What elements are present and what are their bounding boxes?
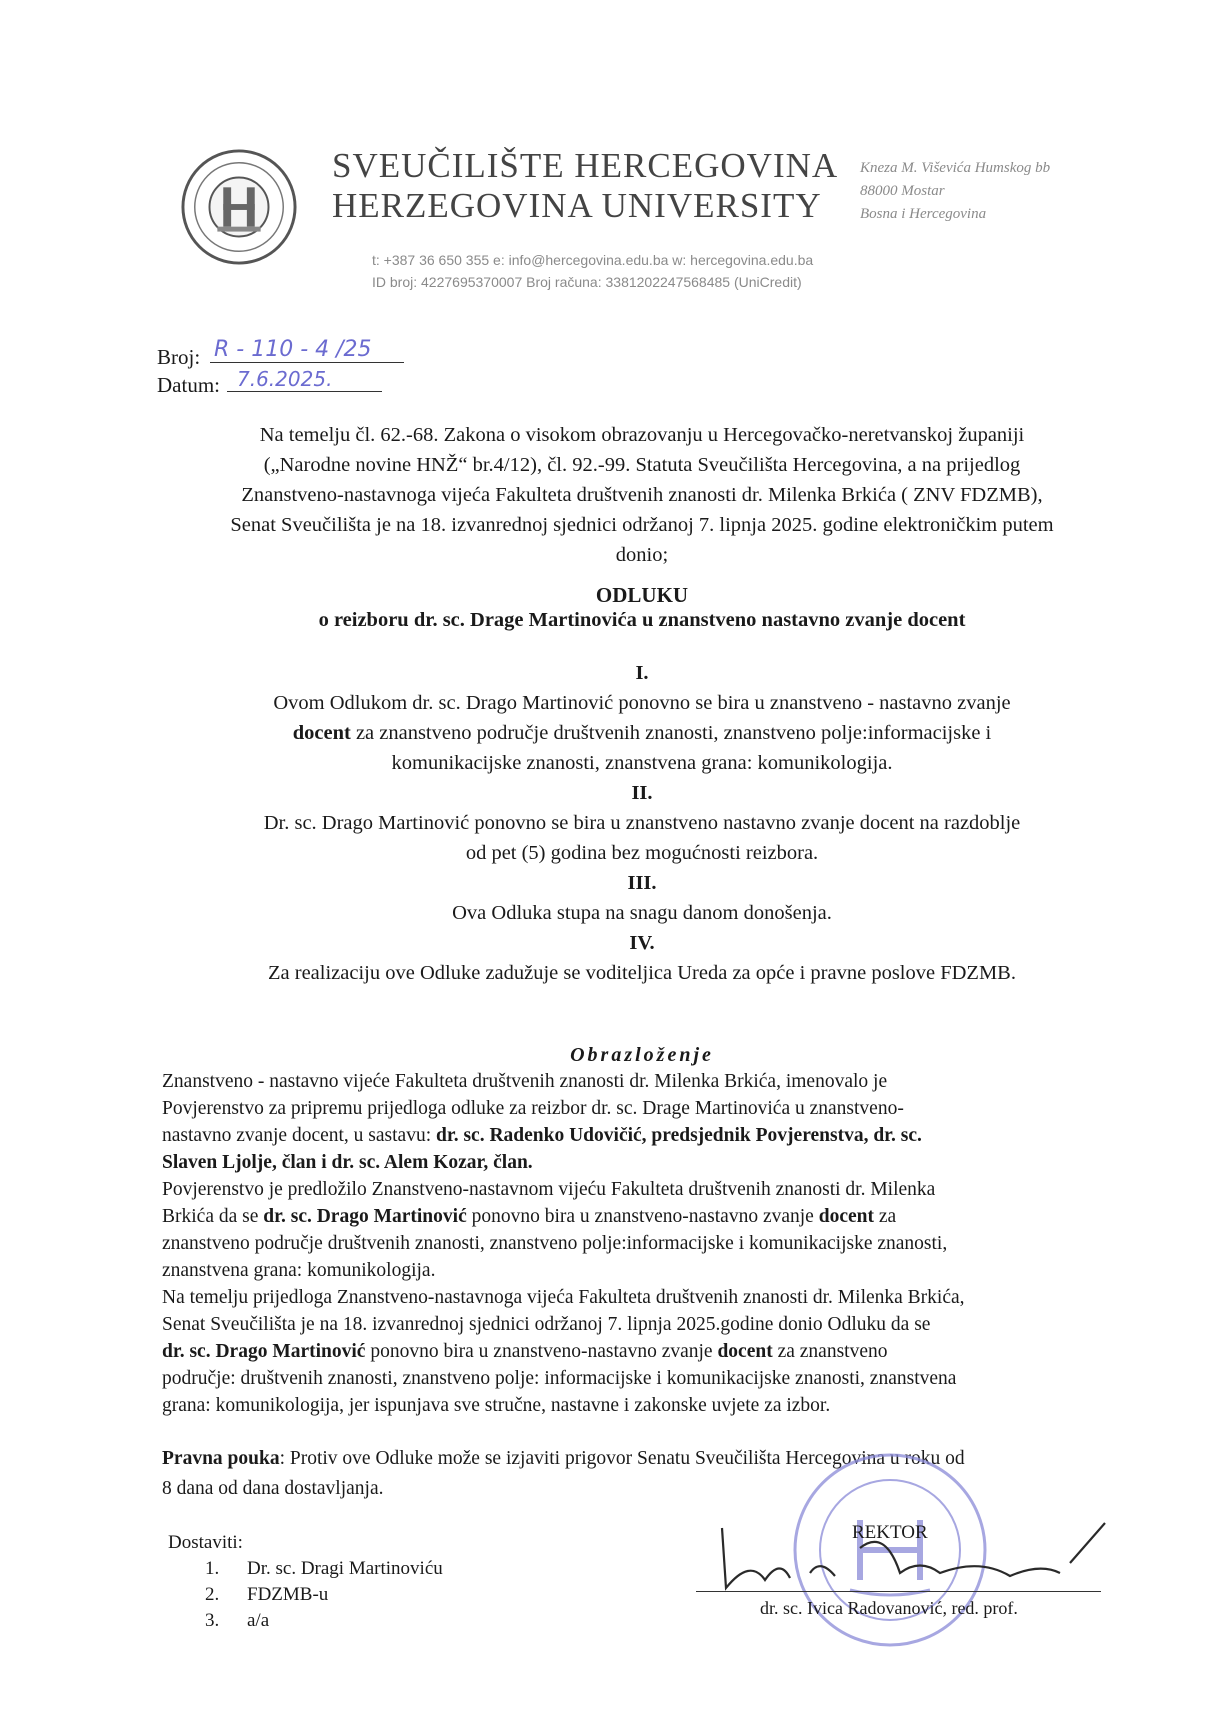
preamble-line: Znanstveno-nastavnoga vijeća Fakulteta društvenih znanosti dr. Milenka Brkića ( ZNV FDZMB), <box>241 484 1043 506</box>
list-item <box>205 1556 443 1582</box>
reasoning-text: nastavno zvanje docent, u sastavu: <box>162 1125 436 1146</box>
preamble <box>150 420 1134 570</box>
reasoning-text: za znanstveno <box>772 1341 888 1362</box>
list-item <box>205 1608 443 1634</box>
address-line-2: 88000 Mostar <box>860 183 945 199</box>
contact-line-1: t: +387 36 650 355 e: info@hercegovina.edu.ba w: hercegovina.edu.ba <box>372 252 814 268</box>
preamble-line: donio; <box>615 544 669 566</box>
preamble-line: („Narodne novine HNŽ“ br.4/12), čl. 92.-99. Statuta Sveučilišta Hercegovina, a na prijedlog <box>263 454 1021 476</box>
datum-value: 7.6.2025. <box>227 367 382 392</box>
broj-label: Broj: <box>157 345 201 369</box>
handwritten-signature <box>710 1518 1110 1598</box>
reasoning-text: Brkića da se <box>162 1206 264 1227</box>
university-seal-logo <box>180 148 298 266</box>
reasoning-line: Povjerenstvo za pripremu prijedloga odluke za reizbor dr. sc. Drage Martinovića u znanstveno- <box>162 1098 904 1119</box>
broj-value: R - 110 - 4 /25 <box>210 337 404 363</box>
preamble-line: Senat Sveučilišta je na 18. izvanrednoj sjednici održanoj 7. lipnja 2025. godine elektroničkim putem <box>230 514 1054 536</box>
reasoning-text: ponovno bira u znanstveno-nastavno zvanje <box>365 1341 718 1362</box>
article-line: Za realizaciju ove Odluke zadužuje se voditeljica Ureda za opće i pravne poslove FDZMB. <box>268 962 1016 984</box>
article-line: od pet (5) godina bez mogućnosti reizbora. <box>465 842 819 864</box>
address-line-3: Bosna i Hercegovina <box>860 206 987 222</box>
reasoning-line: znanstvena grana: komunikologija. <box>162 1260 436 1281</box>
datum-label: Datum: <box>157 373 220 397</box>
university-name-hr: SVEUČILIŠTE HERCEGOVINA <box>332 146 839 185</box>
list-item <box>205 1582 443 1608</box>
reasoning-line <box>162 1338 1132 1365</box>
reasoning-line: grana: komunikologija, jer ispunjava sve stručne, nastavne i zakonske uvjete za izbor. <box>162 1395 831 1416</box>
article-line: Dr. sc. Drago Martinović ponovno se bira u znanstveno nastavno zvanje docent na razdoblje <box>263 812 1021 834</box>
university-name-en: HERZEGOVINA UNIVERSITY <box>332 186 822 225</box>
article-number: II. <box>631 782 653 804</box>
list-item-number: 2. <box>205 1584 220 1605</box>
address-line-1: Kneza M. Viševića Humskog bb <box>860 160 1051 176</box>
reasoning-line <box>162 1203 1132 1230</box>
reasoning-line <box>162 1149 1132 1176</box>
list-item-text: FDZMB-u <box>247 1584 329 1605</box>
article-number: I. <box>635 662 649 684</box>
reasoning-bold-text: Slaven Ljolje, član i dr. sc. Alem Kozar, član. <box>162 1152 533 1173</box>
document-subtitle: o reizboru dr. sc. Drage Martinovića u znanstveno nastavno zvanje docent <box>318 609 966 631</box>
reasoning-title: Obrazloženje <box>570 1044 714 1066</box>
reasoning-line: Povjerenstvo je predložilo Znanstveno-nastavnom vijeću Fakulteta društvenih znanosti dr. Milenka <box>162 1179 936 1200</box>
reasoning-line: Na temelju prijedloga Znanstveno-nastavnoga vijeća Fakulteta društvenih znanosti dr. Milenka Brkića, <box>162 1287 965 1308</box>
reasoning-bold-text: dr. sc. Radenko Udovičić, predsjednik Povjerenstva, dr. sc. <box>436 1125 922 1146</box>
reasoning-text: za <box>873 1206 897 1227</box>
reasoning-line: Senat Sveučilišta je na 18. izvanrednoj sjednici održanoj 7. lipnja 2025.godine donio Odluku da se <box>162 1314 931 1335</box>
legal-label: Pravna pouka <box>162 1448 280 1469</box>
reasoning-body <box>162 1068 1132 1419</box>
reasoning-line <box>162 1122 1132 1149</box>
article-number: III. <box>627 872 657 894</box>
preamble-line: Na temelju čl. 62.-68. Zakona o visokom obrazovanju u Hercegovačko-neretvanskoj županiji <box>259 424 1025 446</box>
list-item-number: 3. <box>205 1610 220 1631</box>
reasoning-line: Znanstveno - nastavno vijeće Fakulteta društvenih znanosti dr. Milenka Brkića, imenovalo je <box>162 1071 888 1092</box>
signature-line <box>696 1591 1101 1592</box>
article-line: Ova Odluka stupa na snagu danom donošenja. <box>452 902 832 924</box>
reasoning-bold-text: docent <box>717 1341 773 1362</box>
reasoning-line: područje: društvenih znanosti, znanstveno polje: informacijske i komunikacijske znanosti, znanstvena <box>162 1368 957 1389</box>
signature-name: dr. sc. Ivica Radovanović, red. prof. <box>760 1598 1018 1618</box>
signature-role: REKTOR <box>852 1522 928 1543</box>
reasoning-line: znanstveno područje društvenih znanosti, znanstveno polje:informacijske i komunikacijske znanosti, <box>162 1233 948 1254</box>
reasoning-bold-text: dr. sc. Drago Martinović <box>263 1206 467 1227</box>
document-title: ODLUKU <box>595 583 689 607</box>
reasoning-bold-text: dr. sc. Drago Martinović <box>162 1341 366 1362</box>
list-item-number: 1. <box>205 1558 220 1579</box>
article-line: komunikacijske znanosti, znanstvena grana: komunikologija. <box>391 752 893 774</box>
legal-text: : Protiv ove Odluke može se izjaviti prigovor Senatu Sveučilišta Hercegovina u roku od <box>279 1448 965 1469</box>
distribution-label: Dostaviti: <box>168 1532 243 1553</box>
article-line: Ovom Odlukom dr. sc. Drago Martinović ponovno se bira u znanstveno - nastavno zvanje <box>273 692 1011 714</box>
legal-line: 8 dana od dana dostavljanja. <box>162 1478 384 1499</box>
article-number: IV. <box>629 932 655 954</box>
articles <box>150 658 1134 988</box>
reasoning-bold-text: docent <box>818 1206 874 1227</box>
list-item-text: Dr. sc. Dragi Martinoviću <box>247 1558 443 1579</box>
distribution-list <box>205 1556 443 1634</box>
article-bold-text: docent <box>292 722 351 744</box>
article-line <box>150 718 1134 748</box>
article-text: za znanstveno područje društvenih znanosti, znanstveno polje:informacijske i <box>350 722 992 744</box>
reasoning-text: ponovno bira u znanstveno-nastavno zvanje <box>466 1206 819 1227</box>
list-item-text: a/a <box>247 1610 270 1631</box>
contact-line-2: ID broj: 4227695370007 Broj računa: 3381202247568485 (UniCredit) <box>372 274 802 290</box>
